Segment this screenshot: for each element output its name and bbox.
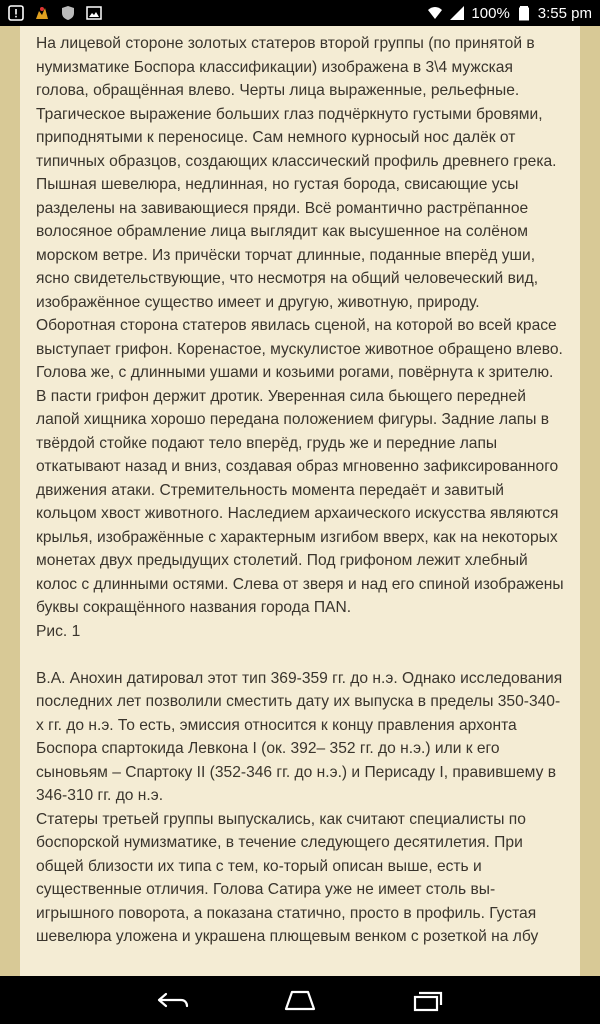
- figure-caption: Рис. 1: [36, 622, 81, 640]
- recents-button[interactable]: [397, 980, 457, 1020]
- navigation-bar: [0, 976, 600, 1024]
- status-bar: [0, 0, 600, 26]
- paragraph-3: В.А. Анохин датировал этот тип 369-359 гг. до н.э. Однако исследования последних лет позволили сместить дату их выпуска в пределы 350-340-х гг. до н.э. То есть, эмиссия относится к концу правления архонта Боспора спартокида Левкона I (ок. 392– 352 гг. до н.э.) или к его сыновьям – Спартоку II (352-346 гг. до н.э.) и Перисаду I, правившему в 346-310 гг. до н.э.: [36, 669, 563, 804]
- page-edge-right: [580, 26, 600, 976]
- blank-line: [36, 643, 564, 667]
- home-icon: [282, 988, 318, 1012]
- image-icon: [86, 5, 102, 21]
- paragraph-2: Оборотная сторона статеров явилась сценой, на которой во всей красе выступает грифон. Коренастое, мускулистое животное обращено влево. Голова же, с длинными ушами и козьими рогами, повёрнута к зрителю. В пасти грифон держит дротик. Уверенная сила бьющего передней лапой хищника хорошо передана положением фигуры. Задние лапы в твёрдой стойке подают тело вперёд, грудь же и передние лапы откатывают назад и вниз, создавая образ мгновенно зафиксированного движения атаки. Стремительность момента передаёт и завитый кольцом хвост животного. Наследием архаического искусства являются крылья, изображённые с характерным изгибом вверх, как на некоторых монетах двух предыдущих столетий. Под грифоном лежит хлебный колос с длинными остями. Слева от зверя и над его спиной изображены буквы сокращённого названия города ПАN.: [36, 317, 564, 616]
- paragraph-4: Статеры третьей группы выпускались, как считают специалисты по боспорской нумизматике, в течение следующего десятилетия. При общей близости их типа с тем, ко-торый описан выше, есть и существенные отличия. Голова Сатира уже не имеет столь вы-игрышного поворота, а показана статично, просто в профиль. Густая шевелюра уложена и украшена плющевым венком с розеткой на лбу: [36, 810, 539, 945]
- back-button[interactable]: [143, 980, 203, 1020]
- page-content[interactable]: [20, 26, 580, 976]
- reader-page[interactable]: [0, 26, 600, 976]
- notification-icons: [8, 5, 102, 21]
- page-edge-left: [0, 26, 20, 976]
- system-status: [427, 5, 592, 22]
- app-notification-icon: [34, 5, 50, 21]
- alert-icon: [8, 5, 24, 21]
- battery-icon: [516, 5, 532, 21]
- paragraph-1: На лицевой стороне золотых статеров второй группы (по принятой в нумизматике Боспора классификации) изображена в 3\4 мужская голова, обращённая влево. Черты лица выраженные, рельефные. Трагическое выражение больших глаз подчёркнуто густыми бровями, приподнятыми к переносице. Сам немного курносый нос далёк от типичных образцов, создающих классический профиль древнего грека. Пышная шевелюра, недлинная, но густая борода, свисающие усы разделены на завивающиеся пряди. Всё романтично растрёпанное волосяное обрамление лица выглядит как высушенное на солёном морском ветре. Из причёски торчат длинные, поданные вперёд уши, ясно свидетельствующие, что несмотря на общий человеческий вид, изображённое существо имеет и другую, животную, природу.: [36, 35, 557, 311]
- shield-icon: [60, 5, 76, 21]
- battery-percent: 100%: [471, 4, 510, 22]
- wifi-icon: [427, 5, 443, 21]
- recents-icon: [409, 988, 445, 1012]
- back-icon: [155, 988, 191, 1012]
- signal-icon: [449, 5, 465, 21]
- clock: 3:55 pm: [537, 4, 592, 22]
- article-text: [20, 26, 580, 949]
- home-button[interactable]: [270, 980, 330, 1020]
